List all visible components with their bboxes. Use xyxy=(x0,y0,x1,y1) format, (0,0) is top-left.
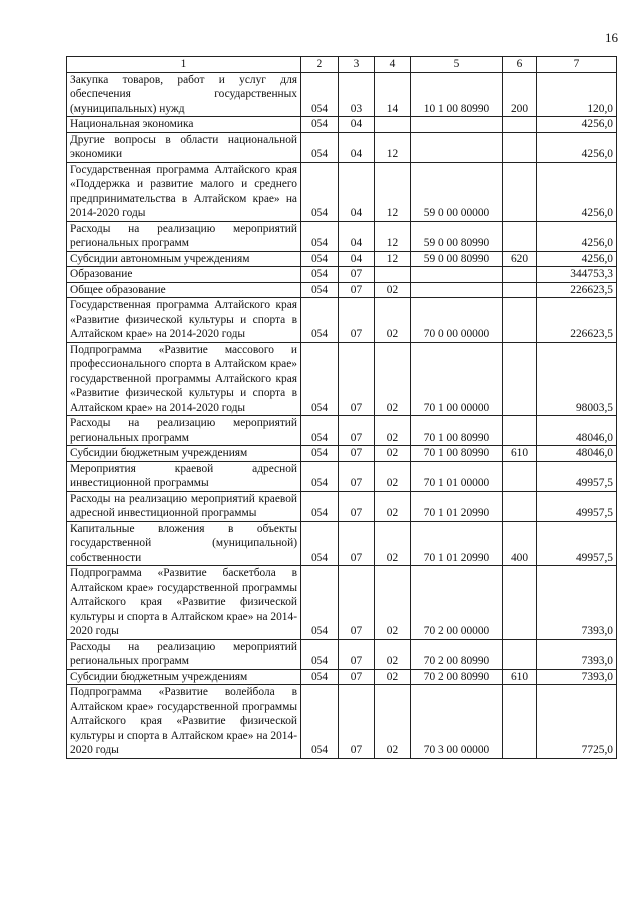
table-row xyxy=(67,162,617,221)
row-code-2: 054 xyxy=(301,162,339,221)
row-code-4: 12 xyxy=(375,251,411,267)
budget-table xyxy=(66,56,617,759)
row-code-4: 02 xyxy=(375,639,411,669)
row-code-3: 07 xyxy=(339,446,375,462)
row-amount: 48046,0 xyxy=(537,416,617,446)
row-code-2: 054 xyxy=(301,566,339,640)
row-code-5: 70 1 00 80990 xyxy=(411,446,503,462)
column-header-7: 7 xyxy=(537,57,617,73)
row-name: Общее образование xyxy=(67,282,301,298)
row-code-6 xyxy=(503,117,537,133)
table-row xyxy=(67,416,617,446)
row-amount: 49957,5 xyxy=(537,461,617,491)
row-code-2: 054 xyxy=(301,416,339,446)
table-row xyxy=(67,282,617,298)
row-code-4: 02 xyxy=(375,446,411,462)
row-name: Субсидии бюджетным учреждениям xyxy=(67,446,301,462)
table-header-row xyxy=(67,57,617,73)
row-code-3: 04 xyxy=(339,117,375,133)
row-code-3: 07 xyxy=(339,521,375,566)
row-code-6 xyxy=(503,342,537,416)
row-code-5: 70 3 00 00000 xyxy=(411,685,503,759)
row-code-6 xyxy=(503,132,537,162)
row-code-4 xyxy=(375,267,411,283)
row-code-5: 70 0 00 00000 xyxy=(411,298,503,343)
row-code-4: 02 xyxy=(375,298,411,343)
row-code-6: 200 xyxy=(503,72,537,117)
row-name: Мероприятия краевой адресной инвестиционной программы xyxy=(67,461,301,491)
row-code-3: 07 xyxy=(339,669,375,685)
column-header-2: 2 xyxy=(301,57,339,73)
row-code-2: 054 xyxy=(301,117,339,133)
table-row xyxy=(67,669,617,685)
row-code-6: 610 xyxy=(503,446,537,462)
table-row xyxy=(67,639,617,669)
row-name: Государственная программа Алтайского края «Поддержка и развитие малого и среднего предпринимательства в Алтайском крае» на 2014-2020 годы xyxy=(67,162,301,221)
row-code-5: 70 2 00 80990 xyxy=(411,639,503,669)
row-code-4: 02 xyxy=(375,282,411,298)
row-code-5: 70 1 01 20990 xyxy=(411,521,503,566)
row-code-6 xyxy=(503,416,537,446)
row-code-2: 054 xyxy=(301,491,339,521)
row-code-2: 054 xyxy=(301,669,339,685)
row-name: Закупка товаров, работ и услуг для обеспечения государственных (муниципальных) нужд xyxy=(67,72,301,117)
row-code-4: 02 xyxy=(375,416,411,446)
row-code-5 xyxy=(411,282,503,298)
row-name: Расходы на реализацию мероприятий региональных программ xyxy=(67,221,301,251)
table-row xyxy=(67,132,617,162)
row-code-5: 10 1 00 80990 xyxy=(411,72,503,117)
row-code-5 xyxy=(411,132,503,162)
row-name: Государственная программа Алтайского края «Развитие физической культуры и спорта в Алтайском крае» на 2014-2020 годы xyxy=(67,298,301,343)
row-name: Расходы на реализацию мероприятий региональных программ xyxy=(67,416,301,446)
row-code-3: 07 xyxy=(339,282,375,298)
row-code-3: 03 xyxy=(339,72,375,117)
row-code-3: 07 xyxy=(339,566,375,640)
row-code-6 xyxy=(503,566,537,640)
table-row xyxy=(67,298,617,343)
row-code-3: 04 xyxy=(339,162,375,221)
row-code-2: 054 xyxy=(301,461,339,491)
row-amount: 4256,0 xyxy=(537,162,617,221)
row-code-4: 12 xyxy=(375,162,411,221)
row-amount: 4256,0 xyxy=(537,251,617,267)
row-code-2: 054 xyxy=(301,282,339,298)
row-amount: 7725,0 xyxy=(537,685,617,759)
row-code-2: 054 xyxy=(301,72,339,117)
row-code-5: 70 1 00 00000 xyxy=(411,342,503,416)
row-amount: 49957,5 xyxy=(537,521,617,566)
row-code-3: 07 xyxy=(339,491,375,521)
row-code-6 xyxy=(503,221,537,251)
table-body xyxy=(67,72,617,758)
column-header-1: 1 xyxy=(67,57,301,73)
row-name: Национальная экономика xyxy=(67,117,301,133)
column-header-5: 5 xyxy=(411,57,503,73)
row-code-6 xyxy=(503,685,537,759)
row-name: Расходы на реализацию мероприятий краевой адресной инвестиционной программы xyxy=(67,491,301,521)
table-row xyxy=(67,251,617,267)
table-row xyxy=(67,267,617,283)
row-code-6 xyxy=(503,298,537,343)
row-code-3: 07 xyxy=(339,298,375,343)
row-code-3: 07 xyxy=(339,416,375,446)
row-name: Другие вопросы в области национальной экономики xyxy=(67,132,301,162)
row-code-6: 620 xyxy=(503,251,537,267)
row-name: Подпрограмма «Развитие волейбола в Алтайском крае» государственной программы Алтайского края «Развитие физической культуры и спорта в Алтайском крае» на 2014-2020 годы xyxy=(67,685,301,759)
table-row xyxy=(67,685,617,759)
row-code-5: 70 1 01 20990 xyxy=(411,491,503,521)
row-code-6: 610 xyxy=(503,669,537,685)
row-code-3: 07 xyxy=(339,639,375,669)
table-row xyxy=(67,221,617,251)
row-name: Субсидии бюджетным учреждениям xyxy=(67,669,301,685)
row-code-6 xyxy=(503,491,537,521)
row-code-2: 054 xyxy=(301,132,339,162)
column-header-3: 3 xyxy=(339,57,375,73)
row-code-3: 04 xyxy=(339,132,375,162)
table-row xyxy=(67,446,617,462)
row-name: Капитальные вложения в объекты государственной (муниципальной) собственности xyxy=(67,521,301,566)
row-code-4: 02 xyxy=(375,342,411,416)
row-amount: 226623,5 xyxy=(537,282,617,298)
row-name: Образование xyxy=(67,267,301,283)
row-code-5: 59 0 00 80990 xyxy=(411,251,503,267)
row-code-6 xyxy=(503,282,537,298)
row-code-5: 70 2 00 00000 xyxy=(411,566,503,640)
row-code-5: 70 1 01 00000 xyxy=(411,461,503,491)
row-code-2: 054 xyxy=(301,639,339,669)
row-code-5: 59 0 00 80990 xyxy=(411,221,503,251)
row-name: Подпрограмма «Развитие массового и профессионального спорта в Алтайском крае» государственной программы Алтайского края «Развитие физической культуры и спорта в Алтайском крае» на 2014-2020 годы xyxy=(67,342,301,416)
row-code-2: 054 xyxy=(301,221,339,251)
row-code-5: 70 1 00 80990 xyxy=(411,416,503,446)
row-code-4: 14 xyxy=(375,72,411,117)
row-name: Подпрограмма «Развитие баскетбола в Алтайском крае» государственной программы Алтайского края «Развитие физической культуры и спорта в Алтайском крае» на 2014-2020 годы xyxy=(67,566,301,640)
row-code-4: 12 xyxy=(375,221,411,251)
row-amount: 49957,5 xyxy=(537,491,617,521)
row-code-6 xyxy=(503,162,537,221)
row-code-2: 054 xyxy=(301,298,339,343)
row-name: Субсидии автономным учреждениям xyxy=(67,251,301,267)
row-amount: 344753,3 xyxy=(537,267,617,283)
row-amount: 7393,0 xyxy=(537,566,617,640)
row-amount: 4256,0 xyxy=(537,132,617,162)
row-amount: 48046,0 xyxy=(537,446,617,462)
row-code-4: 02 xyxy=(375,461,411,491)
table-row xyxy=(67,117,617,133)
row-code-3: 04 xyxy=(339,251,375,267)
table-row xyxy=(67,566,617,640)
row-code-6 xyxy=(503,267,537,283)
row-code-4: 02 xyxy=(375,521,411,566)
row-code-2: 054 xyxy=(301,446,339,462)
row-code-4: 12 xyxy=(375,132,411,162)
row-amount: 4256,0 xyxy=(537,117,617,133)
row-amount: 226623,5 xyxy=(537,298,617,343)
column-header-4: 4 xyxy=(375,57,411,73)
table-row xyxy=(67,72,617,117)
row-code-3: 07 xyxy=(339,461,375,491)
row-code-4: 02 xyxy=(375,669,411,685)
row-code-4 xyxy=(375,117,411,133)
table-row xyxy=(67,521,617,566)
column-header-6: 6 xyxy=(503,57,537,73)
row-code-3: 07 xyxy=(339,342,375,416)
row-code-3: 04 xyxy=(339,221,375,251)
row-code-5: 70 2 00 80990 xyxy=(411,669,503,685)
row-code-6 xyxy=(503,461,537,491)
page-number: 16 xyxy=(605,30,618,45)
table-row xyxy=(67,491,617,521)
row-code-5 xyxy=(411,117,503,133)
row-code-4: 02 xyxy=(375,566,411,640)
row-code-2: 054 xyxy=(301,685,339,759)
row-code-4: 02 xyxy=(375,491,411,521)
row-code-2: 054 xyxy=(301,521,339,566)
row-code-2: 054 xyxy=(301,267,339,283)
row-amount: 7393,0 xyxy=(537,639,617,669)
row-amount: 120,0 xyxy=(537,72,617,117)
row-name: Расходы на реализацию мероприятий региональных программ xyxy=(67,639,301,669)
row-code-2: 054 xyxy=(301,342,339,416)
row-code-6: 400 xyxy=(503,521,537,566)
row-code-5 xyxy=(411,267,503,283)
row-code-3: 07 xyxy=(339,685,375,759)
row-code-2: 054 xyxy=(301,251,339,267)
row-code-6 xyxy=(503,639,537,669)
table-row xyxy=(67,342,617,416)
row-code-4: 02 xyxy=(375,685,411,759)
row-amount: 98003,5 xyxy=(537,342,617,416)
row-code-3: 07 xyxy=(339,267,375,283)
table-row xyxy=(67,461,617,491)
row-amount: 4256,0 xyxy=(537,221,617,251)
row-amount: 7393,0 xyxy=(537,669,617,685)
row-code-5: 59 0 00 00000 xyxy=(411,162,503,221)
